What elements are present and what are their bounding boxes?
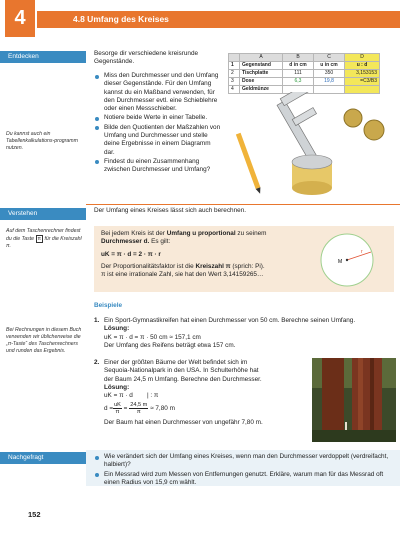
section-title: 4.8 Umfang des Kreises: [73, 14, 169, 24]
list-item: Miss den Durchmesser und den Umfang dieser Gegenstände. Für den Umfang kannst du ein Maßband verwenden, für den Durchmesser evtl. eine Schieblehre oder einen Messschieber.: [94, 72, 222, 113]
example-text: Einer der größten Bäume der Welt befindet sich im: [104, 359, 248, 366]
can-icon: [292, 155, 332, 195]
definition-part: (sprich: Pi).: [230, 262, 265, 270]
page-number: 152: [28, 510, 41, 519]
calc-part: ≈ 7,80 m: [148, 404, 175, 412]
table-row: [229, 78, 380, 86]
row-number: 3: [229, 78, 240, 86]
side-note-calculator-text: Auf dem Taschenrechner findest du die Taste: [6, 228, 81, 242]
pi-key-icon: π: [37, 236, 41, 242]
table-cell: 6,3: [283, 78, 314, 86]
row-number: 4: [229, 86, 240, 94]
example-calculation: uK = π · d | : π: [104, 392, 159, 400]
side-note-spreadsheet: Du kannst auch ein Tabellenkalkulations-programm nutzen.: [6, 131, 78, 151]
column-header: C: [314, 54, 345, 62]
example-text: Sequoia-Nationalpark in den USA. In Schulterhöhe hat: [104, 367, 259, 375]
fraction: [129, 402, 148, 416]
list-item: Notiere beide Werte in einer Tabelle.: [94, 114, 222, 122]
table-cell: 350: [314, 70, 345, 78]
chapter-number: 4: [5, 0, 35, 37]
table-cell: d in cm: [283, 62, 314, 70]
table-cell: Geldmünze: [240, 86, 283, 94]
table-row: [229, 62, 380, 70]
table-cell: =C3/B3: [345, 78, 380, 86]
fraction-numerator: uK: [114, 401, 121, 408]
column-header: B: [283, 54, 314, 62]
definition-emphasis: Umfang u proportional: [166, 230, 236, 237]
fraction-numerator: 24,5 m: [130, 401, 148, 408]
fraction-denominator: π: [115, 409, 120, 416]
example-number: 2.: [94, 359, 100, 366]
definition-emphasis: Durchmesser d.: [101, 238, 150, 246]
side-note-calculator: [6, 228, 86, 250]
divider-line: [86, 204, 400, 205]
fraction-denominator: π: [136, 409, 141, 416]
table-cell: Tischplatte: [240, 70, 283, 78]
sidebar-label-entdecken: Entdecken: [0, 51, 86, 63]
center-label: M: [338, 259, 343, 265]
side-note-calculator-text-2: für die Kreiszahl π.: [6, 236, 82, 249]
nachgefragt-bullet-list: [94, 453, 390, 488]
fraction: [113, 402, 122, 416]
solution-label: Lösung:: [104, 325, 130, 333]
example-answer: Der Umfang des Reifens beträgt etwa 157 cm.: [104, 341, 236, 349]
table-cell: 111: [283, 70, 314, 78]
table-cell: 19,8: [314, 78, 345, 86]
definition-text: [101, 230, 301, 279]
table-cell: Gegenstand: [240, 62, 283, 70]
examples-title: Beispiele: [94, 302, 123, 309]
circle-formula: uK = π · d = 2 · π · r: [101, 250, 161, 258]
example-text: der Baum 24,5 m Umfang. Berechne den Durchmesser.: [104, 375, 262, 383]
table-row: [229, 70, 380, 78]
table-cell: 3,153153: [345, 70, 380, 78]
row-number: 1: [229, 62, 240, 70]
definition-part: Der Proportionalitätsfaktor ist die: [101, 262, 196, 270]
side-note-rounding: Bei Rechnungen in diesem Buch verwenden wir üblicherweise die „π-Taste“ des Taschenrechners und runden das Ergebnis.: [6, 327, 82, 354]
sequoia-photo: [312, 358, 396, 442]
definition-part: Bei jedem Kreis ist der: [101, 230, 167, 237]
pencil-icon: [236, 133, 263, 195]
column-header: A: [240, 54, 283, 62]
example-number: 1.: [94, 317, 100, 324]
entdecken-bullet-list: [94, 72, 222, 176]
table-cell: u in cm: [314, 62, 345, 70]
solution-label: Lösung:: [104, 383, 130, 391]
table-cell: Dose: [240, 78, 283, 86]
pi-value-text: π ist eine irrationale Zahl, sie hat den Wert 3,14159265…: [101, 271, 264, 279]
example-calculation: uK = π · d = π · 50 cm ≈ 157,1 cm: [104, 333, 201, 341]
list-item: Bilde den Quotienten der Maßzahlen von Umfang und Durchmesser und stelle deine Ergebnisse in einem Diagramm dar.: [94, 124, 222, 157]
list-item: Findest du einen Zusammenhang zwischen Durchmesser und Umfang?: [94, 158, 222, 175]
column-header: D: [345, 54, 380, 62]
example-text: Ein Sport-Gymnastikreifen hat einen Durchmesser von 50 cm. Berechne seinen Umfang.: [104, 317, 356, 324]
calc-part: d =: [104, 404, 114, 412]
sidebar-label-verstehen: Verstehen: [0, 208, 86, 220]
calc-part: =: [121, 404, 130, 412]
table-cell: u : d: [345, 62, 380, 70]
list-item: Ein Messrad wird zum Messen von Entfernungen genutzt. Erkläre, warum man für das Messrad oft einen Radius von 15,9 cm wählt.: [94, 471, 390, 488]
row-number: 2: [229, 70, 240, 78]
circle-diagram: [316, 230, 382, 290]
coin-icon: [344, 109, 384, 140]
list-item: Wie verändert sich der Umfang eines Kreises, wenn man den Durchmesser verdoppelt (verdreifacht, halbiert)?: [94, 453, 390, 470]
example-answer: Der Baum hat einen Durchmesser von ungefähr 7,80 m.: [104, 419, 263, 427]
spreadsheet-table: [228, 53, 380, 94]
definition-part: zu seinem: [235, 230, 267, 237]
sidebar-label-nachgefragt: Nachgefragt: [0, 452, 86, 464]
verstehen-intro: Der Umfang eines Kreises lässt sich auch berechnen.: [94, 207, 247, 214]
measuring-tools-illustration: [228, 92, 398, 196]
definition-part: Es gilt:: [149, 238, 171, 246]
definition-emphasis: Kreiszahl π: [195, 262, 231, 270]
example-1: [94, 317, 394, 350]
radius-label: r: [361, 249, 363, 255]
entdecken-intro: Besorge dir verschiedene kreisrunde Gegenstände.: [94, 50, 199, 66]
